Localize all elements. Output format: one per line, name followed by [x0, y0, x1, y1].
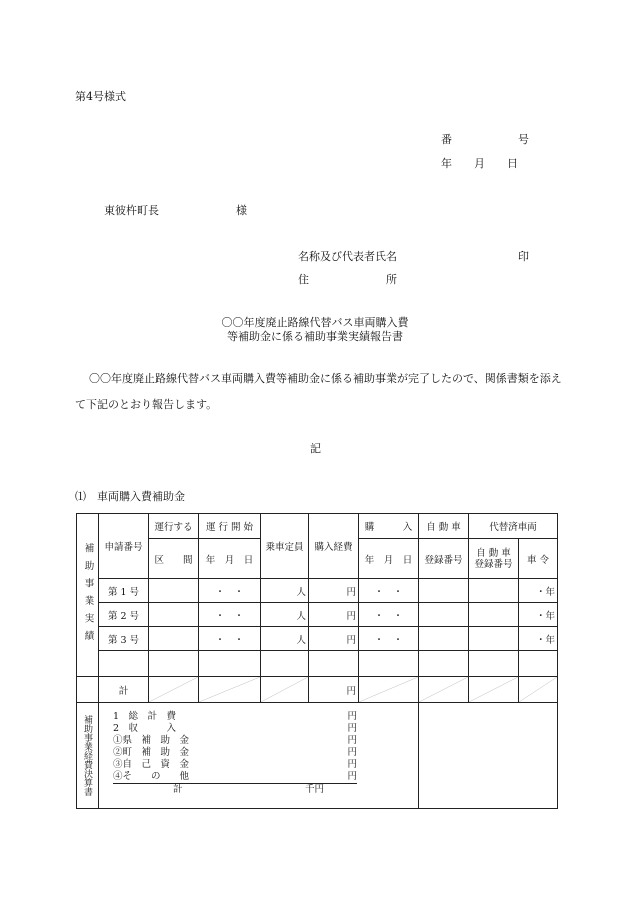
header-replaced-reg: 自 動 車 登録番号: [469, 539, 519, 579]
budget-list: [113, 711, 357, 796]
row-purchase[interactable]: ・ ・: [359, 579, 419, 603]
table-row: [77, 627, 558, 651]
blank-cell[interactable]: [149, 651, 199, 677]
header-cost: 購入経費: [309, 514, 359, 579]
row-capacity[interactable]: 人: [261, 627, 309, 651]
budget-line: [113, 759, 357, 771]
budget-line-label: ③自 己 資 金: [113, 759, 190, 770]
header-start-top: 運 行 開 始: [199, 514, 261, 539]
table-row-blank: [77, 651, 558, 677]
budget-line-label: ②町 補 助 金: [113, 747, 190, 758]
side-label: 補助事業実績: [77, 514, 99, 677]
header-reg-top: 自 動 車: [419, 514, 469, 539]
budget-line-label: 2 収 入: [113, 723, 177, 734]
blank-cell[interactable]: [261, 651, 309, 677]
budget-line-unit: 円: [347, 735, 357, 746]
total-yen[interactable]: 円: [309, 677, 359, 703]
form-number: 第4号様式: [75, 90, 126, 103]
addressee: 東彼杵町長 様: [104, 204, 247, 217]
blank-cell[interactable]: [419, 651, 469, 677]
report-table: [76, 513, 558, 809]
body-paragraph: 〇〇年度廃止路線代替バス車両購入費等補助金に係る補助事業が完了したので、関係書類を添えて下記のとおり報告します。: [75, 372, 562, 411]
budget-line: [113, 723, 357, 735]
budget-total-unit: 千円: [305, 784, 325, 795]
budget-line-unit: 円: [347, 711, 357, 722]
document-number: 番 号: [441, 133, 529, 146]
name-label: 名称及び代表者氏名: [298, 250, 397, 263]
row-age[interactable]: ・年: [519, 579, 558, 603]
budget-line: [113, 771, 357, 784]
header-start-bottom: 年 月 日: [199, 539, 261, 579]
ki-label: 記: [310, 442, 321, 455]
budget-right-cell[interactable]: [419, 703, 558, 809]
row-purchase[interactable]: ・ ・: [359, 627, 419, 651]
row-age[interactable]: ・年: [519, 603, 558, 627]
row-reg-cell[interactable]: [419, 627, 469, 651]
table-row: [77, 603, 558, 627]
row-age[interactable]: ・年: [519, 627, 558, 651]
blank-cell[interactable]: [199, 651, 261, 677]
row-start[interactable]: ・ ・: [199, 627, 261, 651]
budget-total-line: [113, 784, 357, 796]
header-replaced-age: 車 令: [519, 539, 558, 579]
diagonal-cell: [149, 677, 199, 703]
diagonal-cell: [419, 677, 469, 703]
blank-cell[interactable]: [359, 651, 419, 677]
diagonal-cell: [519, 677, 558, 703]
row-cost[interactable]: 円: [309, 627, 359, 651]
header-purchase-bottom: 年 月 日: [359, 539, 419, 579]
row-cost[interactable]: 円: [309, 579, 359, 603]
header-route-top: 運行する: [149, 514, 199, 539]
report-title-line1: 〇〇年度廃止路線代替バス車両購入費: [221, 316, 409, 329]
row-route-cell[interactable]: [149, 603, 199, 627]
blank-cell[interactable]: [469, 651, 519, 677]
budget-side-label: 補助事業経費決算書: [77, 703, 99, 809]
diagonal-cell: [261, 677, 309, 703]
total-row: [77, 677, 558, 703]
side-label-tail: [77, 677, 99, 703]
blank-cell[interactable]: [99, 651, 149, 677]
row-replaced-reg-cell[interactable]: [469, 603, 519, 627]
row-app-no: 第 1 号: [99, 579, 149, 603]
budget-line: [113, 747, 357, 759]
seal-mark: 印: [518, 250, 529, 263]
diagonal-cell: [359, 677, 419, 703]
header-route-bottom: 区 間: [149, 539, 199, 579]
budget-total-label: 計: [173, 784, 183, 795]
budget-cell: [99, 703, 419, 809]
budget-line-unit: 円: [347, 759, 357, 770]
report-title-line2: 等補助金に係る補助事業実績報告書: [227, 330, 403, 343]
row-route-cell[interactable]: [149, 579, 199, 603]
section-title: ⑴ 車両購入費補助金: [75, 490, 185, 503]
budget-line-label: 1 総 計 費: [113, 711, 177, 722]
header-capacity: 乗車定員: [261, 514, 309, 579]
table-row: [77, 579, 558, 603]
diagonal-cell: [199, 677, 261, 703]
budget-line-unit: 円: [347, 723, 357, 734]
blank-cell[interactable]: [519, 651, 558, 677]
row-reg-cell[interactable]: [419, 603, 469, 627]
row-purchase[interactable]: ・ ・: [359, 603, 419, 627]
row-replaced-reg-cell[interactable]: [469, 627, 519, 651]
total-label: 計: [99, 677, 149, 703]
row-reg-cell[interactable]: [419, 579, 469, 603]
row-cost[interactable]: 円: [309, 603, 359, 627]
budget-line-unit: 円: [347, 771, 357, 782]
budget-line-label: ①県 補 助 金: [113, 735, 190, 746]
row-replaced-reg-cell[interactable]: [469, 579, 519, 603]
budget-line-unit: 円: [347, 747, 357, 758]
row-start[interactable]: ・ ・: [199, 603, 261, 627]
budget-line-label: ④そ の 他: [113, 771, 190, 782]
header-app-no: 申請番号: [99, 514, 149, 579]
document-date: 年 月 日: [441, 157, 518, 170]
address-label: 住 所: [298, 273, 397, 286]
blank-cell[interactable]: [309, 651, 359, 677]
budget-row: [77, 703, 558, 809]
row-capacity[interactable]: 人: [261, 579, 309, 603]
row-capacity[interactable]: 人: [261, 603, 309, 627]
row-start[interactable]: ・ ・: [199, 579, 261, 603]
header-reg-bottom: 登録番号: [419, 539, 469, 579]
budget-line: [113, 711, 357, 723]
header-purchase-top: 購 入: [359, 514, 419, 539]
row-app-no: 第 2 号: [99, 603, 149, 627]
row-route-cell[interactable]: [149, 627, 199, 651]
budget-line: [113, 735, 357, 747]
diagonal-cell: [469, 677, 519, 703]
header-replaced: 代替済車両: [469, 514, 558, 539]
row-app-no: 第 3 号: [99, 627, 149, 651]
